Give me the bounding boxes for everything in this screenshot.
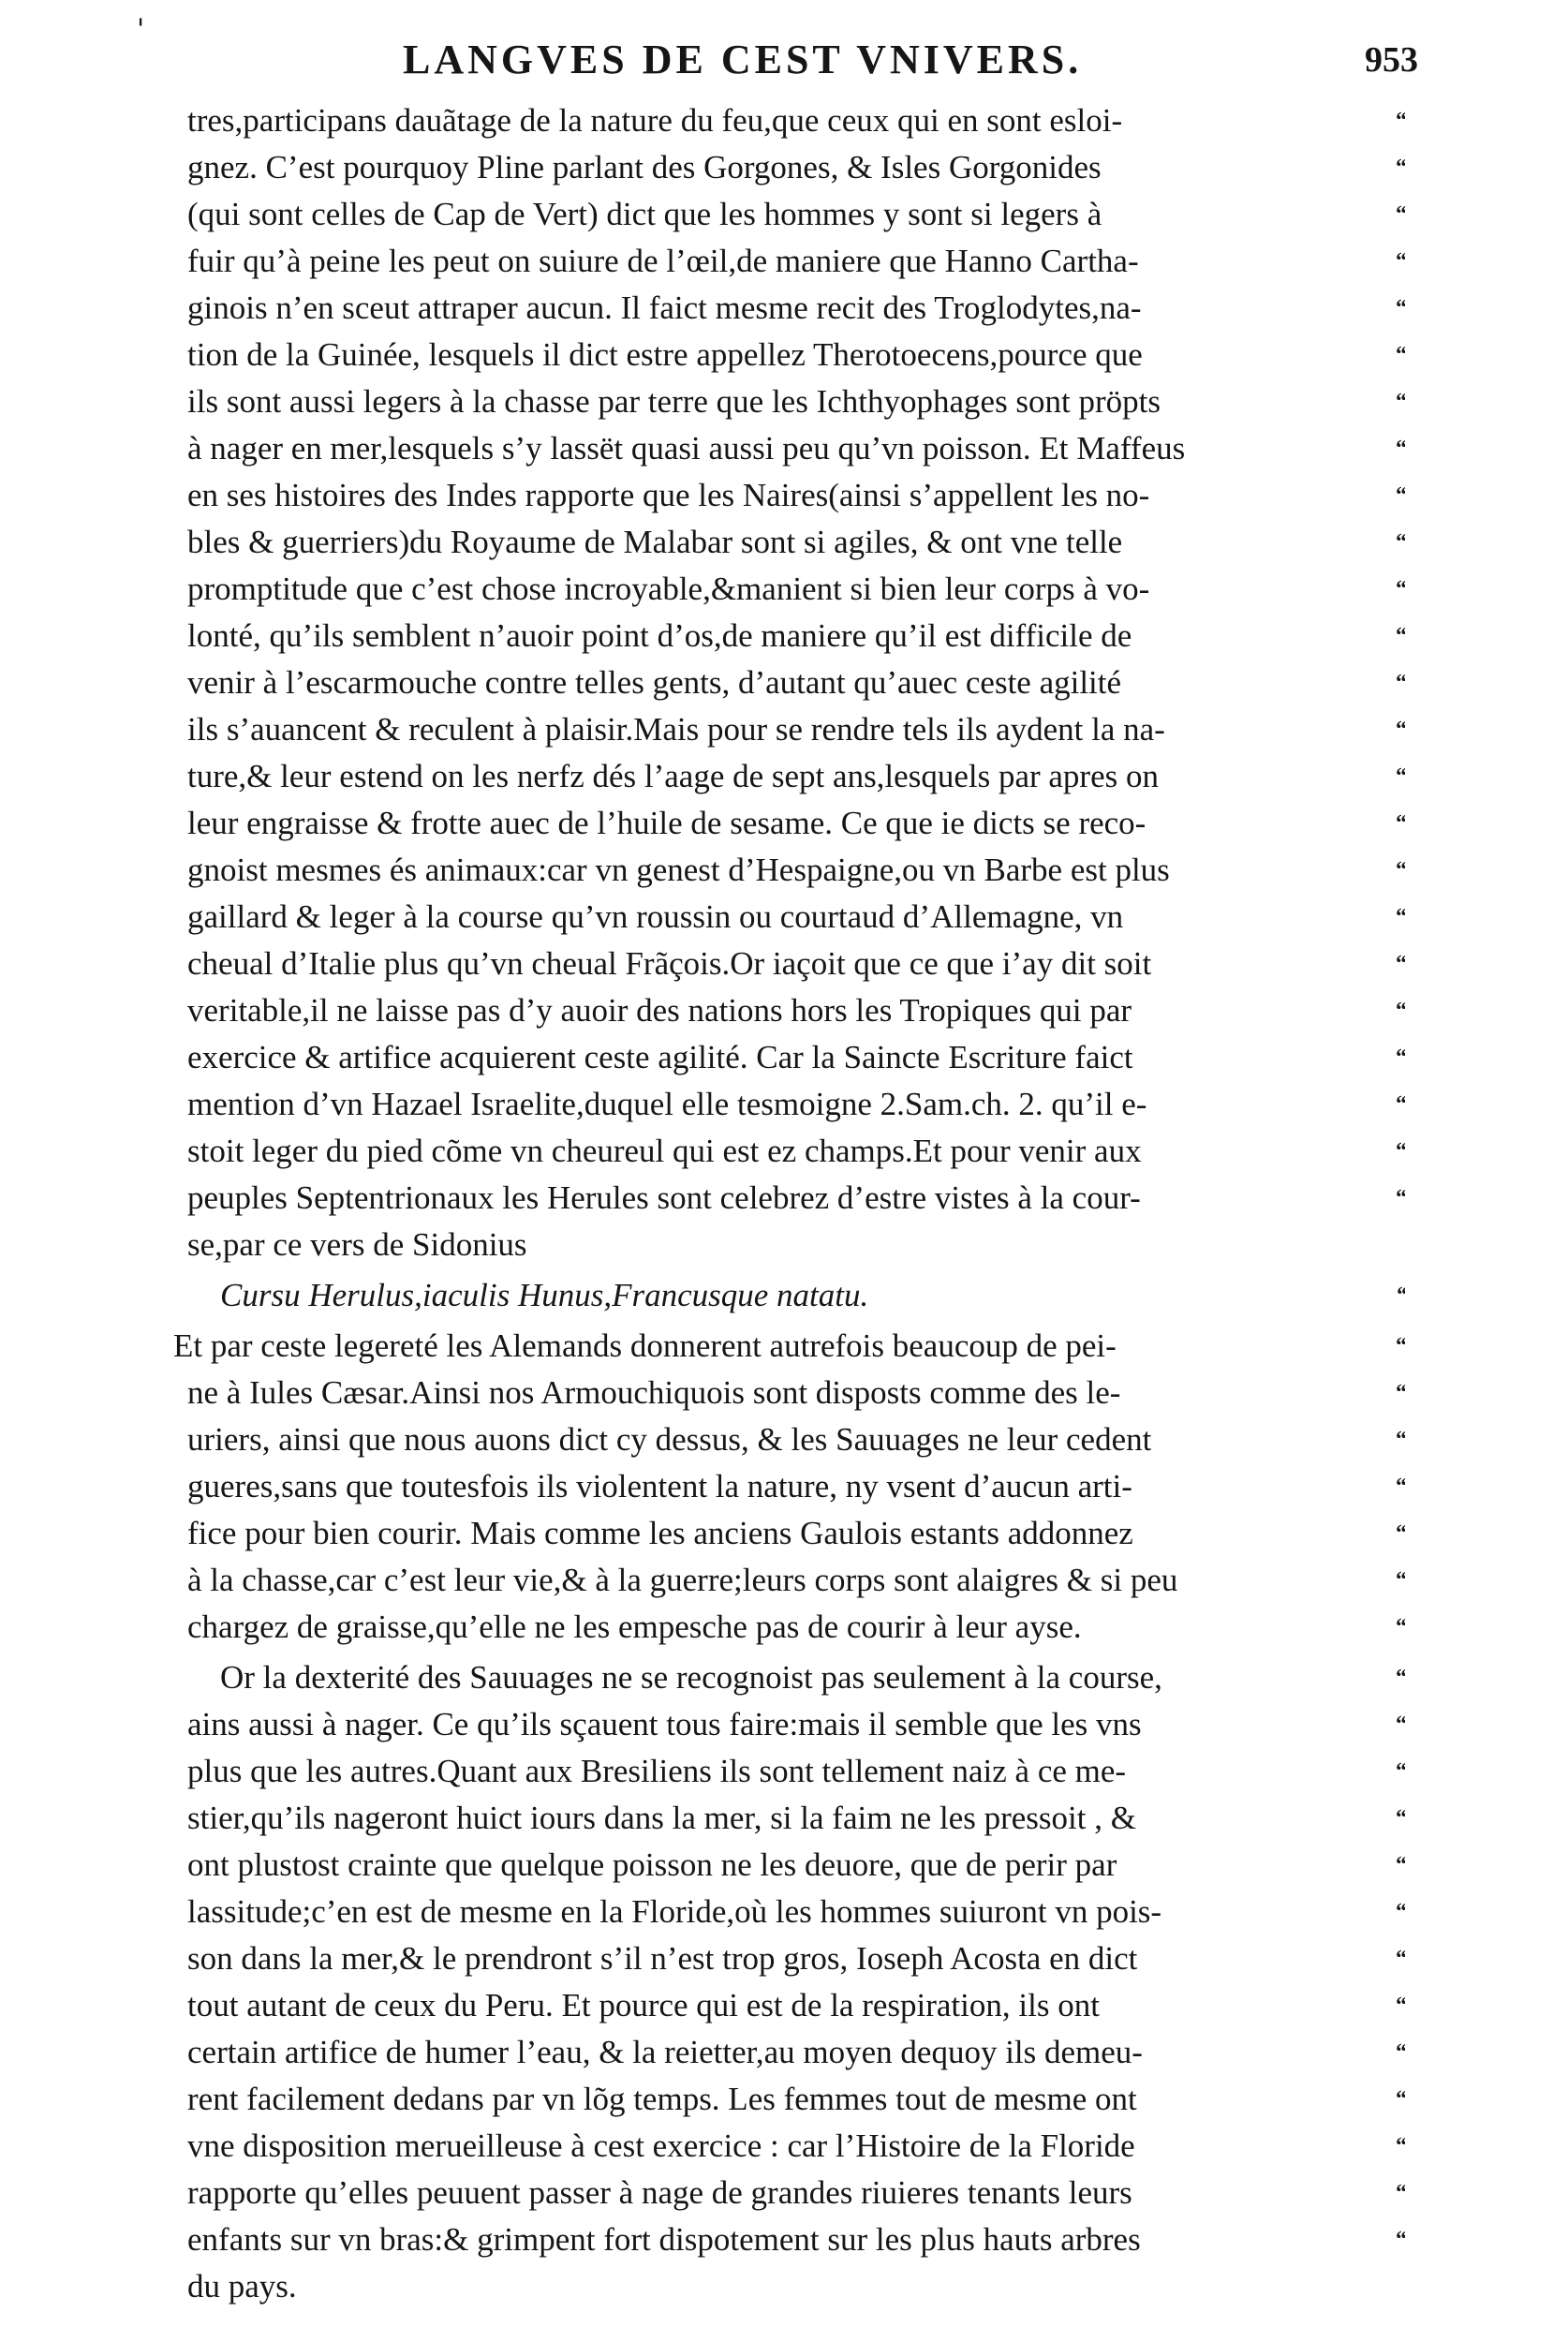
text-line xyxy=(187,1463,1405,1510)
quotation-marker: “ xyxy=(1396,156,1405,180)
line-text: tion de la Guinée, lesquels il dict estre appellez Therotoecens,pource que xyxy=(187,336,1143,373)
text-line xyxy=(187,332,1405,378)
text-line xyxy=(173,1323,1405,1370)
text-line xyxy=(187,847,1405,894)
quotation-marker: “ xyxy=(1396,764,1405,789)
quotation-marker: “ xyxy=(1396,2040,1405,2065)
text-line xyxy=(187,1654,1405,1701)
quotation-marker: “ xyxy=(1396,1853,1405,1877)
text-line xyxy=(187,1222,1405,1268)
text-line xyxy=(187,1842,1405,1889)
line-text: gaillard & leger à la course qu’vn roussin ou courtaud d’Allemagne, vn xyxy=(187,898,1124,935)
text-line xyxy=(187,1128,1405,1175)
quotation-marker: “ xyxy=(1396,2087,1405,2112)
quotation-marker: “ xyxy=(1396,296,1405,320)
quotation-marker: “ xyxy=(1396,1521,1405,1546)
body-text xyxy=(173,97,1405,2310)
text-line xyxy=(187,1370,1405,1416)
line-text: du pays. xyxy=(187,2268,297,2305)
line-text: gueres,sans que toutesfois ils violentent la nature, ny vsent d’aucun arti- xyxy=(187,1468,1132,1505)
text-line xyxy=(187,1081,1405,1128)
text-line xyxy=(187,2216,1405,2263)
quotation-marker: “ xyxy=(1396,1428,1405,1452)
line-text: cheual d’Italie plus qu’vn cheual Frãçois.Or iaçoit que ce que i’ay dit soit xyxy=(187,945,1152,982)
text-line xyxy=(187,894,1405,941)
quotation-marker: “ xyxy=(1396,2228,1405,2252)
line-text: en ses histoires des Indes rapporte que les Naires(ainsi s’appellent les no- xyxy=(187,477,1150,513)
line-text: vne disposition merueilleuse à cest exercice : car l’Histoire de la Floride xyxy=(187,2127,1135,2164)
text-line xyxy=(187,1034,1405,1081)
text-line xyxy=(187,1510,1405,1557)
quotation-marker: “ xyxy=(1396,1381,1405,1405)
text-line xyxy=(187,566,1405,613)
text-line xyxy=(187,1175,1405,1222)
line-text: lassitude;c’en est de mesme en la Floride,où les hommes suiuront vn pois- xyxy=(187,1893,1162,1930)
quotation-marker: “ xyxy=(1396,483,1405,508)
line-text: promptitude que c’est chose incroyable,&manient si bien leur corps à vo- xyxy=(187,571,1150,607)
line-text: à la chasse,car c’est leur vie,& à la guerre;leurs corps sont alaigres & si peu xyxy=(187,1562,1178,1598)
line-text: certain artifice de humer l’eau, & la reietter,au moyen dequoy ils demeu- xyxy=(187,2034,1143,2070)
line-text: venir à l’escarmouche contre telles gents, d’autant qu’auec ceste agilité xyxy=(187,664,1122,701)
margin-mark: ' xyxy=(137,13,145,46)
text-line xyxy=(187,1604,1405,1651)
line-text: tout autant de ceux du Peru. Et pource qui est de la respiration, ils ont xyxy=(187,1987,1100,2023)
line-text: ils s’auancent & reculent à plaisir.Mais pour se rendre tels ils aydent la na- xyxy=(187,711,1165,748)
quotation-marker: “ xyxy=(1396,1283,1405,1308)
quotation-marker: “ xyxy=(1396,1900,1405,1924)
quotation-marker: “ xyxy=(1396,2181,1405,2205)
text-line xyxy=(187,1748,1405,1795)
quotation-marker: “ xyxy=(1396,2134,1405,2158)
text-line xyxy=(187,2123,1405,2170)
quotation-marker: “ xyxy=(1396,1092,1405,1117)
line-text: ne à Iules Cæsar.Ainsi nos Armouchiquois sont disposts comme des le- xyxy=(187,1374,1121,1411)
line-text: veritable,il ne laisse pas d’y auoir des nations hors les Tropiques qui par xyxy=(187,992,1132,1029)
text-line xyxy=(187,800,1405,847)
line-text: tres,participans dauãtage de la nature du feu,que ceux qui en sont esloi- xyxy=(187,102,1123,139)
quotation-marker: “ xyxy=(1396,1475,1405,1499)
line-text: leur engraisse & frotte auec de l’huile de sesame. Ce que ie dicts se reco- xyxy=(187,805,1146,841)
quotation-marker: “ xyxy=(1396,577,1405,601)
text-line xyxy=(187,285,1405,332)
line-text: plus que les autres.Quant aux Bresiliens ils sont tellement naiz à ce me- xyxy=(187,1753,1127,1789)
quotation-marker: “ xyxy=(1396,437,1405,461)
quotation-marker: “ xyxy=(1396,1568,1405,1593)
quotation-marker: “ xyxy=(1396,1666,1405,1690)
line-text: stoit leger du pied cõme vn cheureul qui est ez champs.Et pour venir aux xyxy=(187,1133,1142,1169)
text-line xyxy=(187,1701,1405,1748)
line-text: à nager en mer,lesquels s’y lassët quasi aussi peu qu’vn poisson. Et Maffeus xyxy=(187,430,1186,467)
page-number: 953 xyxy=(1365,40,1418,80)
line-text: Cursu Herulus,iaculis Hunus,Francusque natatu. xyxy=(220,1277,869,1313)
quotation-marker: “ xyxy=(1396,905,1405,929)
text-line xyxy=(187,2170,1405,2216)
quotation-marker: “ xyxy=(1396,1334,1405,1358)
line-text: Or la dexterité des Sauuages ne se recognoist pas seulement à la course, xyxy=(220,1659,1162,1696)
quotation-marker: “ xyxy=(1396,999,1405,1023)
text-line xyxy=(187,706,1405,753)
line-text: uriers, ainsi que nous auons dict cy dessus, & les Sauuages ne leur cedent xyxy=(187,1421,1152,1458)
line-text: exercice & artifice acquierent ceste agilité. Car la Saincte Escriture faict xyxy=(187,1039,1133,1075)
quotation-marker: “ xyxy=(1396,343,1405,367)
text-line xyxy=(187,144,1405,191)
text-line xyxy=(187,1889,1405,1935)
quotation-marker: “ xyxy=(1396,202,1405,227)
text-line xyxy=(187,753,1405,800)
text-line xyxy=(187,1982,1405,2029)
line-text: rent facilement dedans par vn lõg temps. Les femmes tout de mesme ont xyxy=(187,2081,1137,2117)
line-text: peuples Septentrionaux les Herules sont celebrez d’estre vistes à la cour- xyxy=(187,1179,1141,1216)
text-line xyxy=(187,660,1405,706)
quotation-marker: “ xyxy=(1396,1186,1405,1210)
line-text: lonté, qu’ils semblent n’auoir point d’os,de maniere qu’il est difficile de xyxy=(187,617,1132,654)
text-line xyxy=(187,191,1405,238)
quotation-marker: “ xyxy=(1396,671,1405,695)
quotation-marker: “ xyxy=(1396,1806,1405,1831)
line-text: fuir qu’à peine les peut on suiure de l’œil,de maniere que Hanno Cartha- xyxy=(187,243,1139,279)
quotation-marker: “ xyxy=(1396,109,1405,133)
text-line xyxy=(187,1416,1405,1463)
line-text: bles & guerriers)du Royaume de Malabar sont si agiles, & ont vne telle xyxy=(187,524,1123,560)
quotation-marker: “ xyxy=(1396,811,1405,836)
verse-quotation xyxy=(187,1268,1405,1323)
running-title: LANGVES DE CEST VNIVERS. xyxy=(403,37,1083,82)
text-line xyxy=(187,425,1405,472)
quotation-marker: “ xyxy=(1396,1045,1405,1070)
quotation-marker: “ xyxy=(1396,390,1405,414)
text-line xyxy=(187,519,1405,566)
line-text: enfants sur vn bras:& grimpent fort dispotement sur les plus hauts arbres xyxy=(187,2221,1141,2258)
line-text: son dans la mer,& le prendront s’il n’est trop gros, Ioseph Acosta en dict xyxy=(187,1940,1138,1977)
quotation-marker: “ xyxy=(1396,249,1405,274)
line-text: rapporte qu’elles peuuent passer à nage de grandes riuieres tenants leurs xyxy=(187,2174,1132,2211)
line-text: mention d’vn Hazael Israelite,duquel elle tesmoigne 2.Sam.ch. 2. qu’il e- xyxy=(187,1086,1147,1122)
quotation-marker: “ xyxy=(1396,1139,1405,1164)
line-text: ture,& leur estend on les nerfz dés l’aage de sept ans,lesquels par apres on xyxy=(187,758,1159,794)
line-text: ils sont aussi legers à la chasse par terre que les Ichthyophages sont pröpts xyxy=(187,383,1161,420)
quotation-marker: “ xyxy=(1396,624,1405,648)
quotation-marker: “ xyxy=(1396,1615,1405,1639)
text-line xyxy=(187,987,1405,1034)
text-line xyxy=(187,2029,1405,2076)
quotation-marker: “ xyxy=(1396,718,1405,742)
text-line xyxy=(187,2076,1405,2123)
line-text: (qui sont celles de Cap de Vert) dict que les hommes y sont si legers à xyxy=(187,196,1102,232)
text-line xyxy=(187,472,1405,519)
line-text: chargez de graisse,qu’elle ne les empesche pas de courir à leur ayse. xyxy=(187,1608,1082,1645)
line-text: ains aussi à nager. Ce qu’ils sçauent tous faire:mais il semble que les vns xyxy=(187,1706,1142,1742)
text-line xyxy=(187,613,1405,660)
line-text: gnez. C’est pourquoy Pline parlant des Gorgones, & Isles Gorgonides xyxy=(187,149,1102,185)
text-line xyxy=(187,1795,1405,1842)
line-text: se,par ce vers de Sidonius xyxy=(187,1226,527,1263)
text-line xyxy=(187,378,1405,425)
line-text: Et par ceste legereté les Alemands donnerent autrefois beaucoup de pei- xyxy=(173,1327,1117,1364)
quotation-marker: “ xyxy=(1396,1712,1405,1737)
quotation-marker: “ xyxy=(1396,1947,1405,1971)
text-line xyxy=(187,1935,1405,1982)
text-line xyxy=(187,97,1405,144)
line-text: stier,qu’ils nageront huict iours dans la mer, si la faim ne les pressoit , & xyxy=(187,1800,1136,1836)
quotation-marker: “ xyxy=(1396,530,1405,555)
text-line xyxy=(187,1557,1405,1604)
text-line xyxy=(187,2263,1405,2310)
quotation-marker: “ xyxy=(1396,858,1405,882)
line-text: gnoist mesmes és animaux:car vn genest d’Hespaigne,ou vn Barbe est plus xyxy=(187,852,1170,888)
text-line xyxy=(187,941,1405,987)
quotation-marker: “ xyxy=(1396,1994,1405,2018)
line-text: fice pour bien courir. Mais comme les anciens Gaulois estants addonnez xyxy=(187,1515,1133,1551)
line-text: ginois n’en sceut attraper aucun. Il faict mesme recit des Troglodytes,na- xyxy=(187,289,1142,326)
quotation-marker: “ xyxy=(1396,1759,1405,1784)
text-line xyxy=(187,238,1405,285)
quotation-marker: “ xyxy=(1396,952,1405,976)
line-text: ont plustost crainte que quelque poisson ne les deuore, que de perir par xyxy=(187,1846,1117,1883)
